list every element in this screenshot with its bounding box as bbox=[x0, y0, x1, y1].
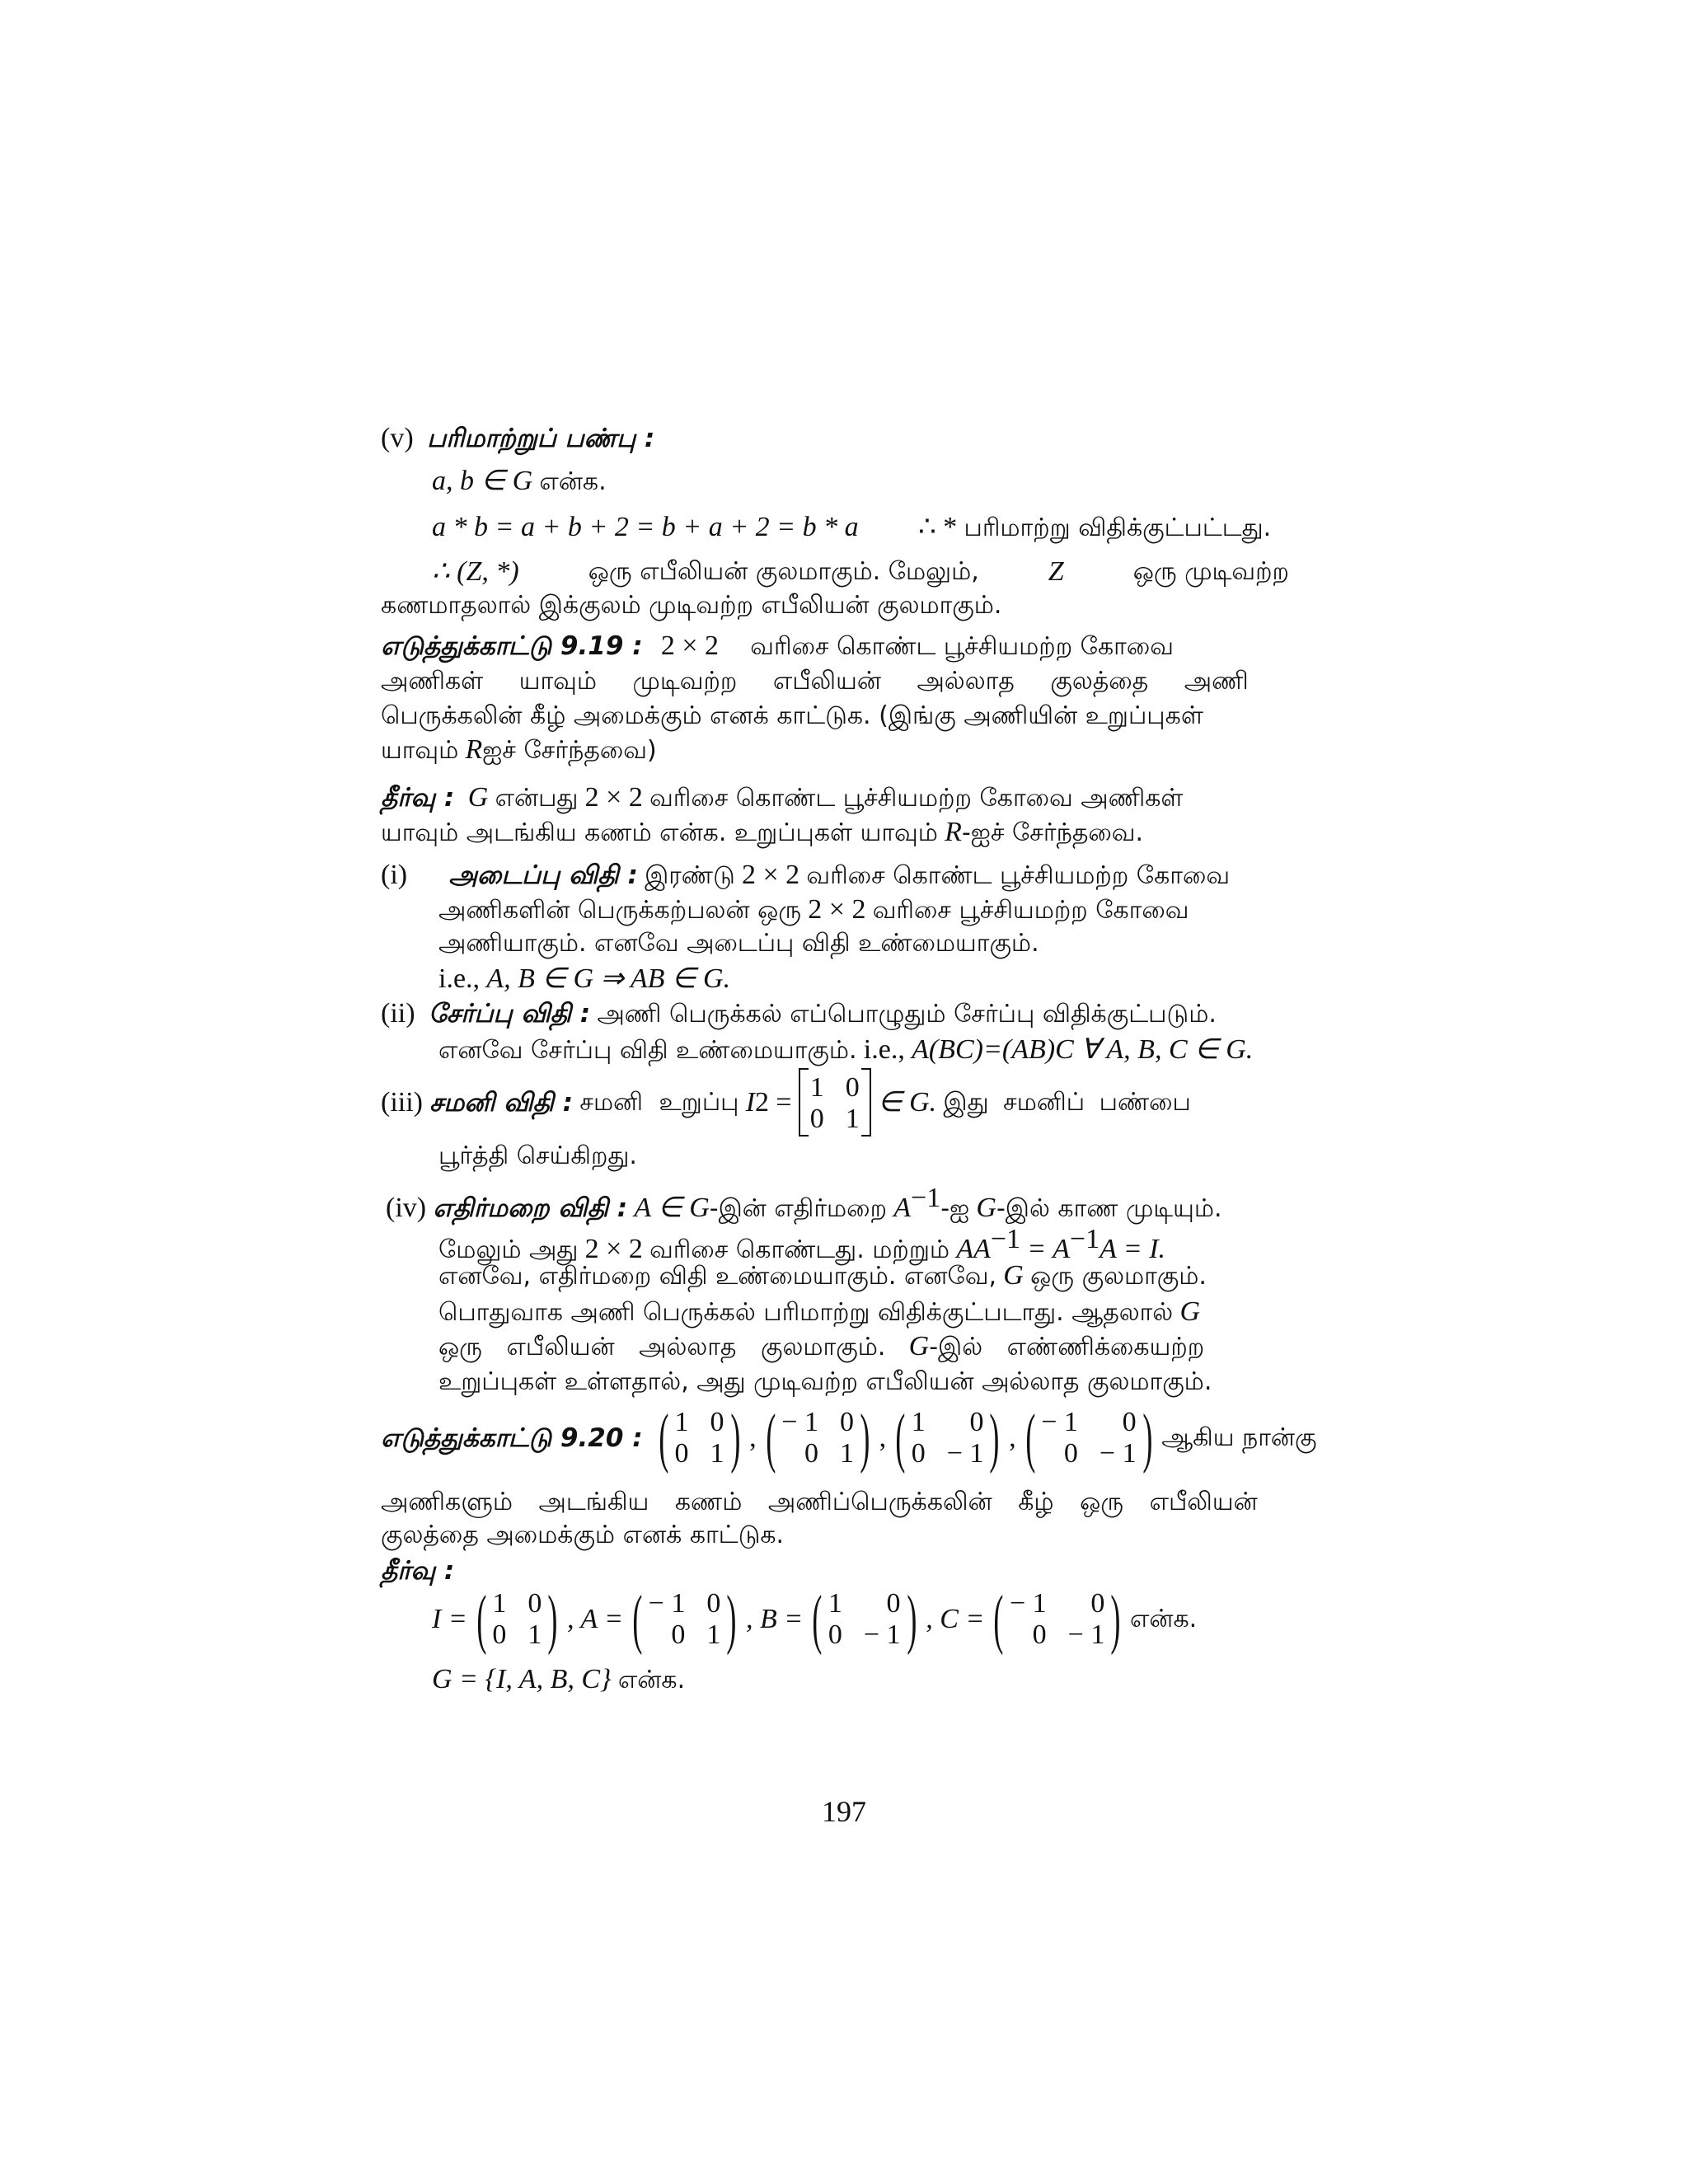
body-text: யாவும் bbox=[381, 736, 459, 765]
body-text: பொதுவாக அணி பெருக்கல் பரிமாற்று விதிக்குட்படாது. ஆதலால் bbox=[438, 1298, 1174, 1327]
solution-919-line1 bbox=[381, 780, 1183, 817]
example-919-line2 bbox=[381, 663, 1249, 700]
example-920-line2 bbox=[381, 1483, 1258, 1521]
body-text: இது சமனிப் பண்பை bbox=[943, 1087, 1191, 1117]
example-heading: எடுத்துக்காட்டு 9.19 : bbox=[381, 631, 643, 661]
matrix-B: ( 1 0 0 − 1 ) bbox=[812, 1583, 917, 1656]
matrix-entry: 0 bbox=[1032, 1619, 1047, 1650]
matrix-entry: 1 bbox=[706, 1619, 721, 1650]
math-text: A(BC)=(AB)C ∀ A, B, C ∈ G. bbox=[912, 1034, 1254, 1065]
math-text: AA bbox=[956, 1234, 991, 1264]
body-text: -இன் எதிர்மறை bbox=[709, 1194, 887, 1223]
matrix-4: ( − 1 0 0 − 1 ) bbox=[1025, 1402, 1152, 1474]
associative-line2 bbox=[438, 1032, 1253, 1069]
math-text: , B = bbox=[746, 1604, 804, 1634]
math-text: = A bbox=[1027, 1234, 1070, 1264]
matrix-entry: 0 bbox=[528, 1588, 542, 1619]
math-text: A bbox=[893, 1193, 912, 1223]
solution-920-set-line bbox=[432, 1661, 685, 1699]
math-text: I = bbox=[432, 1604, 467, 1634]
page-number-text: 197 bbox=[822, 1795, 866, 1828]
matrix-entry: − 1 bbox=[648, 1588, 686, 1619]
example-920-line3 bbox=[381, 1516, 784, 1554]
body-text: கணமாதலால் இக்குலம் முடிவற்ற எபீலியன் குலமாகும். bbox=[381, 591, 1002, 620]
matrix-entry: 1 bbox=[710, 1438, 724, 1469]
matrix-entry: 0 bbox=[828, 1619, 842, 1650]
item-label: (iii) bbox=[381, 1086, 423, 1118]
commutative-let-line bbox=[432, 463, 607, 500]
body-text: குலத்தை அமைக்கும் எனக் காட்டுக. bbox=[381, 1521, 785, 1549]
body-text: எனவே சேர்ப்பு விதி உண்மையாகும். bbox=[438, 1036, 857, 1065]
math-text: G bbox=[1003, 1260, 1024, 1291]
body-text: ஒரு எபீலியன் அல்லாத குலமாகும். bbox=[438, 1333, 886, 1361]
math-text: a * b = a + b + 2 = b + a + 2 = b * a bbox=[432, 512, 859, 542]
body-text: அணிகளும் அடங்கிய கணம் அணிப்பெருக்கலின் கீழ் ஒரு எபீலியன் bbox=[381, 1488, 1258, 1516]
item-label: (i) bbox=[381, 860, 408, 890]
matrix-entry: 0 bbox=[706, 1588, 721, 1619]
math-text: R bbox=[945, 817, 962, 847]
math-text: −1 bbox=[911, 1183, 941, 1213]
item-label: (v) bbox=[381, 423, 414, 453]
body-text: ஆகிய நான்கு bbox=[1161, 1423, 1317, 1452]
math-text: 2 × 2 bbox=[660, 630, 720, 661]
matrix-entry: 0 bbox=[492, 1619, 507, 1650]
matrix-entry: 0 bbox=[804, 1438, 818, 1469]
body-text: ஒரு முடிவற்ற bbox=[1132, 557, 1289, 586]
math-text: Z bbox=[1048, 556, 1064, 587]
body-text: பெருக்கலின் கீழ் அமைக்கும் எனக் காட்டுக. (இங்கு அணியின் உறுப்புகள் bbox=[381, 701, 1203, 730]
commutative-equation-line bbox=[432, 509, 1271, 546]
matrix-entry: 0 bbox=[1063, 1438, 1078, 1469]
example-919-line3 bbox=[381, 697, 1203, 734]
matrix-entry: 0 bbox=[1090, 1588, 1105, 1619]
associative-line1 bbox=[381, 996, 1217, 1033]
math-text: , C = bbox=[926, 1604, 985, 1634]
identity-line2 bbox=[438, 1137, 637, 1174]
matrix-A: ( − 1 0 0 1 ) bbox=[632, 1583, 737, 1656]
body-text: என்க. bbox=[617, 1666, 686, 1694]
page-number bbox=[0, 1793, 1688, 1831]
body-text: யாவும் அடங்கிய கணம் என்க. உறுப்புகள் யாவும் bbox=[381, 818, 938, 847]
matrix-entry: 0 bbox=[839, 1407, 854, 1437]
math-text: G bbox=[908, 1331, 930, 1361]
matrix-entry: 1 bbox=[845, 1104, 860, 1134]
item-label: (iv) bbox=[386, 1193, 427, 1223]
math-text: 2 bbox=[755, 1086, 770, 1118]
body-text: மேலும் அது bbox=[438, 1235, 579, 1264]
matrix-entry: 0 bbox=[674, 1438, 689, 1469]
matrix-entry: 1 bbox=[809, 1072, 824, 1103]
separator: , bbox=[1009, 1422, 1016, 1453]
body-text: -இல் காண முடியும். bbox=[996, 1194, 1222, 1223]
body-text: என்க. bbox=[1129, 1605, 1198, 1633]
matrix-entry: 1 bbox=[911, 1407, 926, 1437]
body-text: எனவே, எதிர்மறை விதி உண்மையாகும். எனவே, bbox=[438, 1262, 997, 1291]
section-heading: எதிர்மறை விதி : bbox=[433, 1193, 628, 1223]
identity-line1 bbox=[381, 1068, 1191, 1137]
matrix-entry: 0 bbox=[671, 1619, 686, 1650]
solution-heading: தீர்வு : bbox=[381, 1556, 455, 1586]
separator: , bbox=[749, 1422, 757, 1453]
matrix-entry: − 1 bbox=[863, 1619, 901, 1650]
body-text: வரிசை கொண்ட பூச்சியமற்ற கோவை bbox=[750, 632, 1174, 661]
body-text: -ஐச் சேர்ந்தவை. bbox=[961, 818, 1144, 847]
body-text: உறுப்புகள் உள்ளதால், அது முடிவற்ற எபீலியன் அல்லாத குலமாகும். bbox=[438, 1367, 1212, 1396]
solution-919-line2 bbox=[381, 814, 1143, 851]
matrix-entry: 0 bbox=[886, 1588, 901, 1619]
matrix-entry: − 1 bbox=[1009, 1588, 1047, 1619]
matrix-entry: − 1 bbox=[1099, 1438, 1137, 1469]
math-text: ∴ * bbox=[918, 512, 958, 542]
matrix-entry: − 1 bbox=[1067, 1619, 1105, 1650]
item-label: (ii) bbox=[381, 998, 415, 1029]
math-text: 2 × 2 bbox=[808, 894, 866, 925]
inverse-line5 bbox=[438, 1329, 1204, 1366]
inverse-line4 bbox=[438, 1294, 1200, 1331]
body-text: அணியாகும். எனவே அடைப்பு விதி உண்மையாகும். bbox=[438, 929, 1039, 958]
math-text: −1 bbox=[990, 1224, 1021, 1254]
body-text: ஒரு எபீலியன் குலமாகும். மேலும், bbox=[588, 557, 979, 586]
matrix-entry: 1 bbox=[674, 1407, 689, 1437]
solution-920-definitions bbox=[432, 1582, 1197, 1657]
closure-line1 bbox=[381, 857, 1230, 894]
math-text: −1 bbox=[1069, 1224, 1100, 1254]
math-text: 2 × 2 bbox=[584, 1234, 643, 1264]
matrix-C: ( − 1 0 0 − 1 ) bbox=[993, 1583, 1121, 1656]
body-text: i.e., bbox=[438, 963, 481, 994]
body-text: பூர்த்தி செய்கிறது. bbox=[438, 1141, 637, 1170]
body-text: என்பது bbox=[495, 784, 579, 813]
math-text: G = {I, A, B, C} bbox=[432, 1664, 612, 1694]
matrix-entry: 0 bbox=[809, 1104, 824, 1134]
commutative-heading-line bbox=[381, 420, 654, 457]
inverse-line6 bbox=[438, 1363, 1212, 1400]
matrix-2: ( − 1 0 0 1 ) bbox=[765, 1402, 870, 1474]
math-text: ∴ (Z, *) bbox=[432, 556, 519, 587]
matrix-1: ( 1 0 0 1 ) bbox=[659, 1402, 740, 1474]
body-text: -இல் எண்ணிக்கையற்ற bbox=[929, 1333, 1205, 1361]
math-text: G bbox=[1179, 1296, 1201, 1327]
math-text: R bbox=[465, 734, 483, 765]
closure-line4 bbox=[438, 961, 730, 997]
body-text: அணி பெருக்கல் எப்பொழுதும் சேர்ப்பு விதிக்குட்படும். bbox=[597, 1000, 1217, 1029]
example-919-line1 bbox=[381, 628, 1174, 665]
matrix-entry: − 1 bbox=[1041, 1407, 1078, 1437]
matrix-entry: 0 bbox=[969, 1407, 984, 1437]
section-heading: சேர்ப்பு விதி : bbox=[429, 999, 591, 1029]
matrix-I: ( 1 0 0 1 ) bbox=[476, 1583, 558, 1656]
math-text: I bbox=[745, 1086, 756, 1118]
math-text: , A = bbox=[567, 1604, 624, 1634]
body-text: i.e., bbox=[863, 1034, 905, 1065]
example-heading: எடுத்துக்காட்டு 9.20 : bbox=[381, 1423, 643, 1453]
math-text: 2 × 2 bbox=[584, 782, 643, 813]
closure-line3 bbox=[438, 925, 1039, 962]
math-text: ∈ G. bbox=[877, 1086, 937, 1118]
body-text: பரிமாற்று விதிக்குட்பட்டது. bbox=[964, 513, 1272, 542]
closure-line2 bbox=[438, 892, 1189, 929]
math-text: 2 × 2 bbox=[741, 860, 800, 890]
commutative-conclusion-line1 bbox=[432, 554, 1289, 590]
matrix-entry: 1 bbox=[528, 1619, 542, 1650]
matrix-entry: 0 bbox=[845, 1072, 860, 1103]
body-text: வரிசை பூச்சியமற்ற கோவை bbox=[872, 896, 1189, 925]
body-text: -ஐ bbox=[940, 1194, 970, 1223]
math-text: a, b ∈ G bbox=[432, 466, 533, 496]
body-text: சமனி உறுப்பு bbox=[579, 1087, 739, 1117]
math-text: A = I. bbox=[1100, 1234, 1166, 1264]
identity-matrix bbox=[799, 1068, 871, 1137]
solution-heading: தீர்வு : bbox=[381, 783, 455, 813]
body-text: வரிசை கொண்டது. மற்றும் bbox=[649, 1235, 950, 1264]
commutative-conclusion-line2 bbox=[381, 587, 1001, 624]
matrix-entry: − 1 bbox=[946, 1438, 984, 1469]
section-heading: அடைப்பு விதி : bbox=[448, 860, 638, 890]
matrix-3: ( 1 0 0 − 1 ) bbox=[895, 1402, 1000, 1474]
matrix-entry: 0 bbox=[710, 1407, 724, 1437]
matrix-entry: 0 bbox=[1122, 1407, 1137, 1437]
matrix-entry: − 1 bbox=[781, 1407, 818, 1437]
body-text: ஒரு குலமாகும். bbox=[1030, 1262, 1207, 1291]
matrix-entry: 1 bbox=[839, 1438, 854, 1469]
inverse-line1 bbox=[386, 1180, 1222, 1227]
example-920-line1 bbox=[381, 1401, 1317, 1475]
body-text: வரிசை கொண்ட பூச்சியமற்ற கோவை அணிகள் bbox=[649, 784, 1184, 813]
matrix-entry: 1 bbox=[828, 1588, 842, 1619]
body-text: அணிகள் யாவும் முடிவற்ற எபீலியன் அல்லாத குலத்தை அணி bbox=[381, 667, 1249, 696]
matrix-entry: 0 bbox=[911, 1438, 926, 1469]
section-heading: சமனி விதி : bbox=[429, 1087, 574, 1118]
body-text: வரிசை கொண்ட பூச்சியமற்ற கோவை bbox=[806, 861, 1231, 890]
body-text: அணிகளின் பெருக்கற்பலன் ஒரு bbox=[438, 896, 802, 925]
inverse-line3 bbox=[438, 1258, 1207, 1295]
example-919-line4 bbox=[381, 732, 657, 769]
math-text: G bbox=[976, 1193, 996, 1223]
separator: , bbox=[879, 1422, 887, 1453]
section-heading: பரிமாற்றுப் பண்பு : bbox=[427, 424, 655, 453]
math-text: A ∈ G bbox=[634, 1193, 710, 1223]
math-text: G bbox=[467, 782, 489, 813]
matrix-entry: 1 bbox=[492, 1588, 507, 1619]
body-text: என்க. bbox=[539, 467, 607, 496]
body-text: இரண்டு bbox=[645, 861, 735, 890]
body-text: ஐச் சேர்ந்தவை) bbox=[482, 736, 657, 765]
math-text: A, B ∈ G ⇒ AB ∈ G. bbox=[486, 963, 731, 994]
math-text: = bbox=[776, 1086, 792, 1118]
